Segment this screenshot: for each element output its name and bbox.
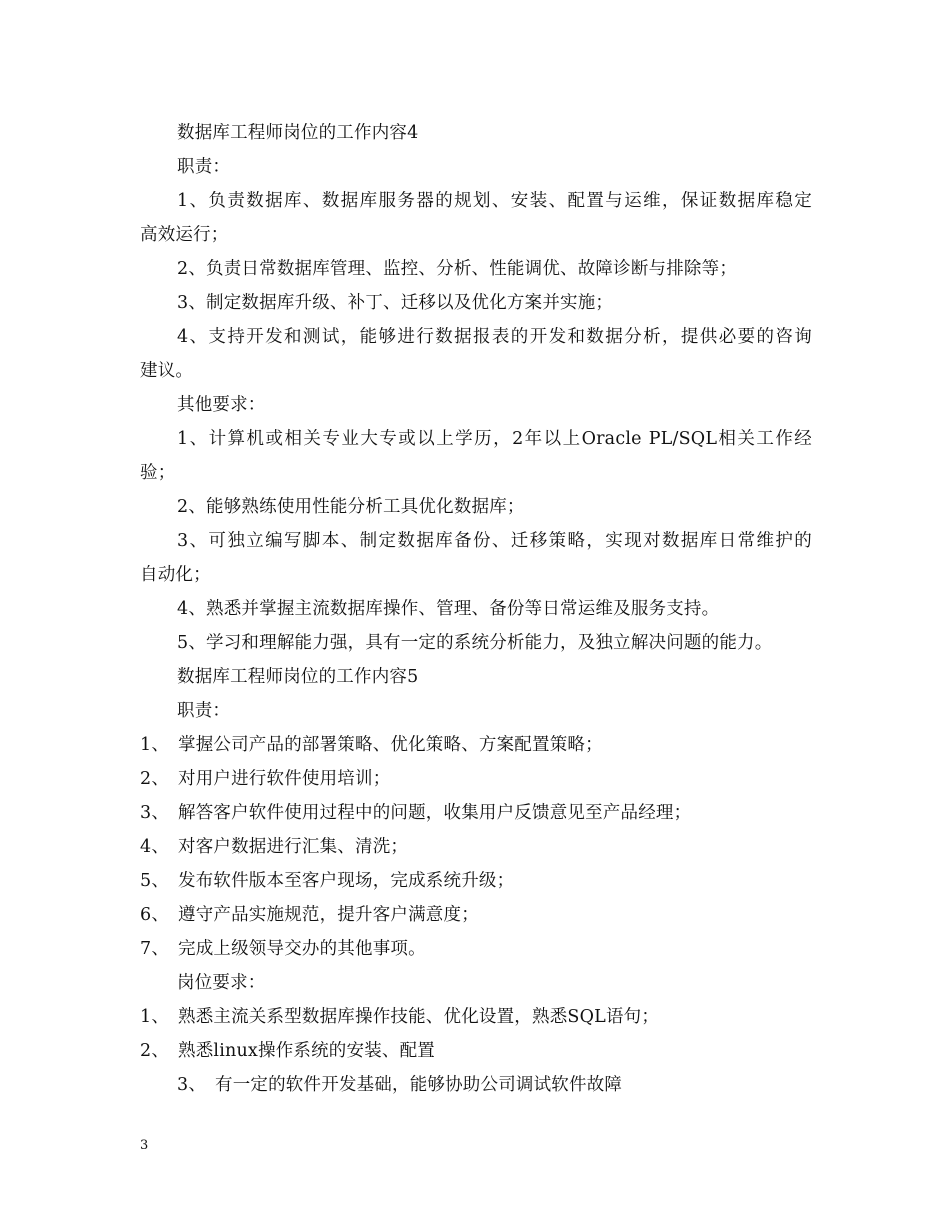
- list-item: [140, 932, 812, 966]
- section-heading: [140, 116, 812, 150]
- list-number: 7、: [140, 939, 170, 959]
- list-number: 5、: [140, 871, 170, 891]
- section-heading: 数据库工程师岗位的工作内容5: [177, 667, 419, 687]
- text-line: 职责：: [177, 157, 231, 177]
- list-item: [140, 898, 812, 932]
- paragraph-line: 4、支持开发和测试，能够进行数据报表的开发和数据分析，提供必要的咨询: [177, 327, 812, 347]
- subheading: 职责：: [177, 701, 231, 721]
- list-number: 2、: [140, 1041, 170, 1061]
- page-number: 3: [140, 1138, 149, 1153]
- paragraph-line: 验；: [140, 463, 176, 483]
- list-item: [140, 796, 812, 830]
- paragraph-line: 2、能够熟练使用性能分析工具优化数据库；: [177, 497, 525, 517]
- list-text: 掌握公司产品的部署策略、优化策略、方案配置策略；: [178, 735, 603, 755]
- list-item: [140, 1068, 812, 1102]
- list-number: 3、: [140, 803, 170, 823]
- text-line: 数据库工程师岗位的工作内容4: [177, 123, 419, 143]
- subheading: [140, 150, 812, 184]
- paragraph-line: 高效运行；: [140, 225, 229, 245]
- list-number: 6、: [140, 905, 170, 925]
- list-number: 1、: [140, 1007, 170, 1027]
- list-text: 遵守产品实施规范，提升客户满意度；: [178, 905, 479, 925]
- list-item: [140, 728, 812, 762]
- list-text: 对用户进行软件使用培训；: [178, 769, 391, 789]
- paragraph-line: 4、熟悉并掌握主流数据库操作、管理、备份等日常运维及服务支持。: [177, 599, 720, 619]
- subheading: 岗位要求：: [177, 973, 266, 993]
- list-item: [140, 830, 812, 864]
- list-number: 1、: [140, 735, 170, 755]
- paragraph-line: 建议。: [140, 361, 194, 381]
- list-number: 4、: [140, 837, 170, 857]
- paragraph-line: 1、计算机或相关专业大专或以上学历，2年以上Oracle PL/SQL相关工作经: [177, 429, 812, 449]
- list-text: 熟悉linux操作系统的安装、配置: [178, 1041, 436, 1061]
- list-text: 发布软件版本至客户现场，完成系统升级；: [178, 871, 515, 891]
- paragraph-line: 3、制定数据库升级、补丁、迁移以及优化方案并实施；: [177, 293, 614, 313]
- paragraph-line: 2、负责日常数据库管理、监控、分析、性能调优、故障诊断与排除等；: [177, 259, 738, 279]
- list-number: 2、: [140, 769, 170, 789]
- list-item: [140, 1034, 812, 1068]
- list-item: [140, 1000, 812, 1034]
- paragraph-line: 1、负责数据库、数据库服务器的规划、安装、配置与运维，保证数据库稳定: [177, 191, 812, 211]
- paragraph-line: 自动化；: [140, 565, 211, 585]
- list-text: 有一定的软件开发基础，能够协助公司调试软件故障: [215, 1075, 623, 1095]
- list-text: 对客户数据进行汇集、清洗；: [178, 837, 409, 857]
- list-number: 3、: [177, 1075, 207, 1095]
- document-body: [140, 116, 812, 1102]
- list-text: 熟悉主流关系型数据库操作技能、优化设置，熟悉SQL语句；: [178, 1007, 660, 1027]
- list-text: 解答客户软件使用过程中的问题，收集用户反馈意见至产品经理；: [178, 803, 692, 823]
- list-item: [140, 762, 812, 796]
- list-item: [140, 864, 812, 898]
- paragraph-line: 3、可独立编写脚本、制定数据库备份、迁移策略，实现对数据库日常维护的: [177, 531, 812, 551]
- subheading: 其他要求：: [177, 395, 266, 415]
- paragraph-line: 5、学习和理解能力强，具有一定的系统分析能力，及独立解决问题的能力。: [177, 633, 773, 653]
- list-text: 完成上级领导交办的其他事项。: [178, 939, 426, 959]
